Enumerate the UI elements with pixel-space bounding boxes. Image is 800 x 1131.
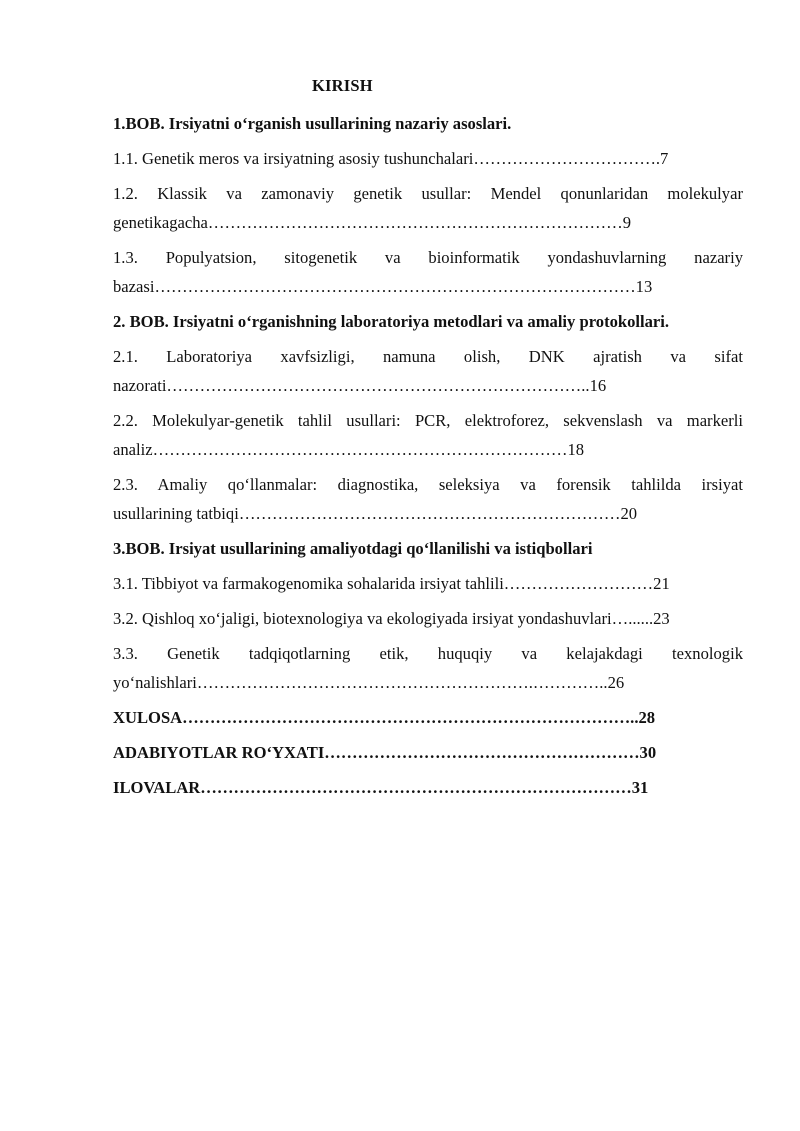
toc-line: 2.3. Amaliy qo‘llanmalar: diagnostika, seleksiya va forensik tahlilda irsiyat [113,475,743,494]
toc-section-2-1 [113,344,743,399]
toc-conclusion [113,705,743,731]
toc-line: ILOVALAR……………………………………………………………………31 [113,778,649,797]
toc-chapter-2 [113,309,743,335]
toc-line: 1.3. Populyatsion, sitogenetik va bioinformatik yondashuvlarning nazariy [113,248,743,267]
toc-section-1-2 [113,181,743,236]
toc-line: genetikagacha…………………………………………………………………9 [113,213,632,232]
toc-line: bazasi……………………………………………………………………………13 [113,277,653,296]
toc-section-1-1 [113,146,743,172]
toc-line: analiz…………………………………………………………………18 [113,440,585,459]
toc-section-3-1 [113,571,743,597]
toc-section-2-2 [113,408,743,463]
toc-chapter-3 [113,536,743,562]
toc-references [113,740,743,766]
toc-line: 3.1. Tibbiyot va farmakogenomika sohalarida irsiyat tahlili………………………21 [113,574,670,593]
toc-line: nazorati…………………………………………………………………..16 [113,376,607,395]
toc-line: 1.BOB. Irsiyatni o‘rganish usullarining nazariy asoslari. [113,114,512,133]
page-title: KIRISH [312,76,373,95]
toc-line: yo‘nalishlari…………………………………………………….…………..26 [113,673,625,692]
toc-line: 2. BOB. Irsiyatni o‘rganishning laboratoriya metodlari va amaliy protokollari. [113,312,670,331]
toc-chapter-1 [113,111,743,137]
toc-section-2-3 [113,472,743,527]
toc-line: 3.BOB. Irsiyat usullarining amaliyotdagi qo‘llanilishi va istiqbollari [113,539,593,558]
toc-line: usullarining tatbiqi……………………………………………………………20 [113,504,638,523]
toc-line: 3.3. Genetik tadqiqotlarning etik, huquqiy va kelajakdagi texnologik [113,644,743,663]
toc-line: 2.1. Laboratoriya xavfsizligi, namuna olish, DNK ajratish va sifat [113,347,743,366]
toc-section-3-2 [113,606,743,632]
toc-line: 1.1. Genetik meros va irsiyatning asosiy tushunchalari…………………………….7 [113,149,669,168]
toc-section-3-3 [113,641,743,696]
toc-line: ADABIYOTLAR RO‘YXATI…………………………………………………30 [113,743,657,762]
toc-appendices [113,775,743,801]
table-of-contents [113,111,743,810]
toc-section-1-3 [113,245,743,300]
toc-line: 2.2. Molekulyar-genetik tahlil usullari: PCR, elektroforez, sekvenslash va markerli [113,411,743,430]
toc-line: 3.2. Qishloq xo‘jaligi, biotexnologiya va ekologiyada irsiyat yondashuvlari…......23 [113,609,670,628]
toc-line: XULOSA………………………………………………………………………..28 [113,708,656,727]
toc-line: 1.2. Klassik va zamonaviy genetik usullar: Mendel qonunlaridan molekulyar [113,184,743,203]
